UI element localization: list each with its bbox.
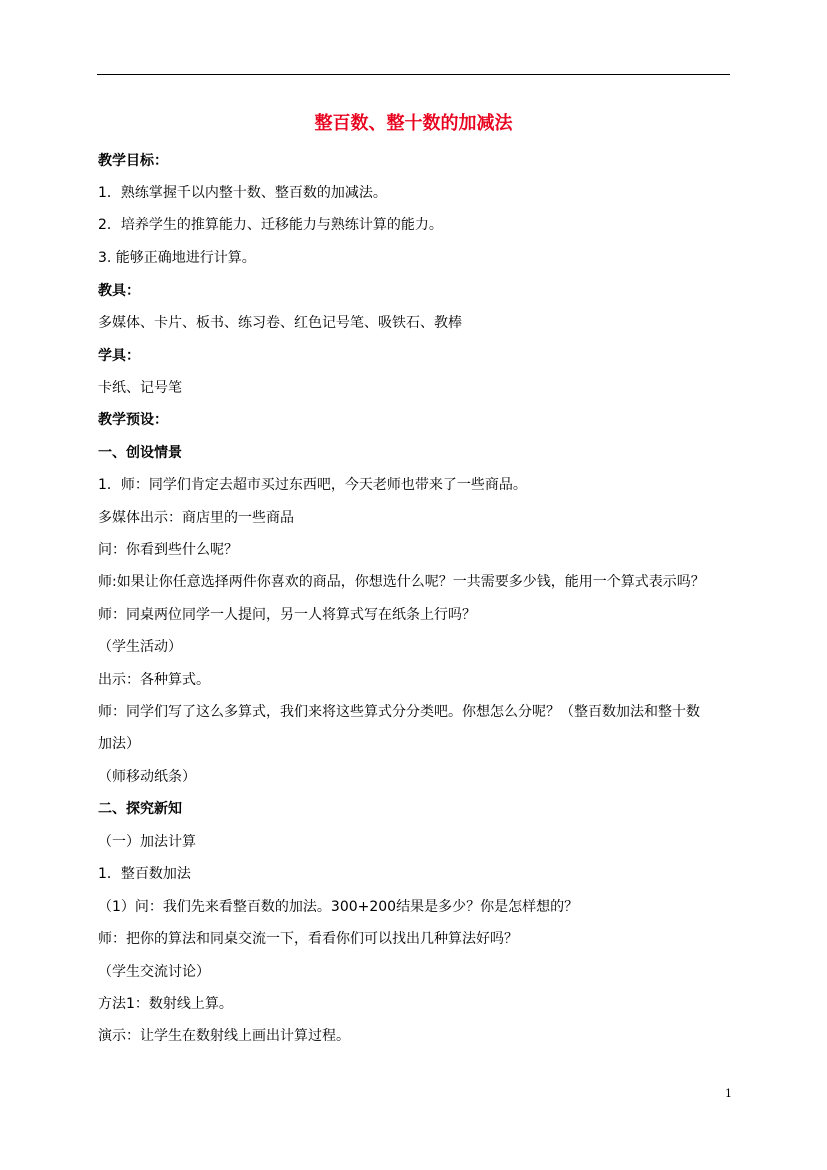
section-heading: 二、探究新知 [98,801,182,817]
body-line: 师：把你的算法和同桌交流一下，看看你们可以找出几种算法好吗？ [98,931,518,947]
body-line: 2．培养学生的推算能力、迁移能力与熟练计算的能力。 [98,217,443,233]
body-line: 卡纸、记号笔 [98,380,182,396]
body-line: 多媒体、卡片、板书、练习卷、红色记号笔、吸铁石、教棒 [98,315,462,331]
body-line: 1．师：同学们肯定去超市买过东西吧，今天老师也带来了一些商品。 [98,477,527,493]
body-line: 师：同学们写了这么多算式，我们来将这些算式分分类吧。你想怎么分呢？（整百数加法和整十数 [98,704,700,720]
body-line: 师:如果让你任意选择两件你喜欢的商品，你想选什么呢？一共需要多少钱，能用一个算式表示吗？ [98,574,705,590]
body-line: 方法1：数射线上算。 [98,996,233,1012]
body-line: 师：同桌两位同学一人提问，另一人将算式写在纸条上行吗？ [98,607,476,623]
header-rule [97,74,730,75]
section-heading: 教具： [98,283,140,299]
body-line: 问：你看到些什么呢？ [98,542,238,558]
body-line: （师移动纸条） [98,769,196,785]
body-line: 加法） [98,736,140,752]
body-line: （1）问：我们先来看整百数的加法。300+200结果是多少？你是怎样想的？ [98,899,579,915]
section-heading: 一、创设情景 [98,445,182,461]
body-line: 3. 能够正确地进行计算。 [98,250,256,266]
document-title: 整百数、整十数的加减法 [314,113,513,134]
body-line: 1．整百数加法 [98,866,191,882]
page-number: 1 [725,1087,732,1100]
body-line: （一）加法计算 [98,834,196,850]
body-line: 演示：让学生在数射线上画出计算过程。 [98,1028,350,1044]
section-heading: 学具： [98,348,140,364]
section-heading: 教学预设： [98,412,168,428]
body-line: 1．熟练掌握千以内整十数、整百数的加减法。 [98,185,387,201]
body-line: 出示：各种算式。 [98,672,210,688]
body-line: （学生交流讨论） [98,964,210,980]
section-heading: 教学目标： [98,153,168,169]
body-line: （学生活动） [98,639,182,655]
body-line: 多媒体出示：商店里的一些商品 [98,510,294,526]
